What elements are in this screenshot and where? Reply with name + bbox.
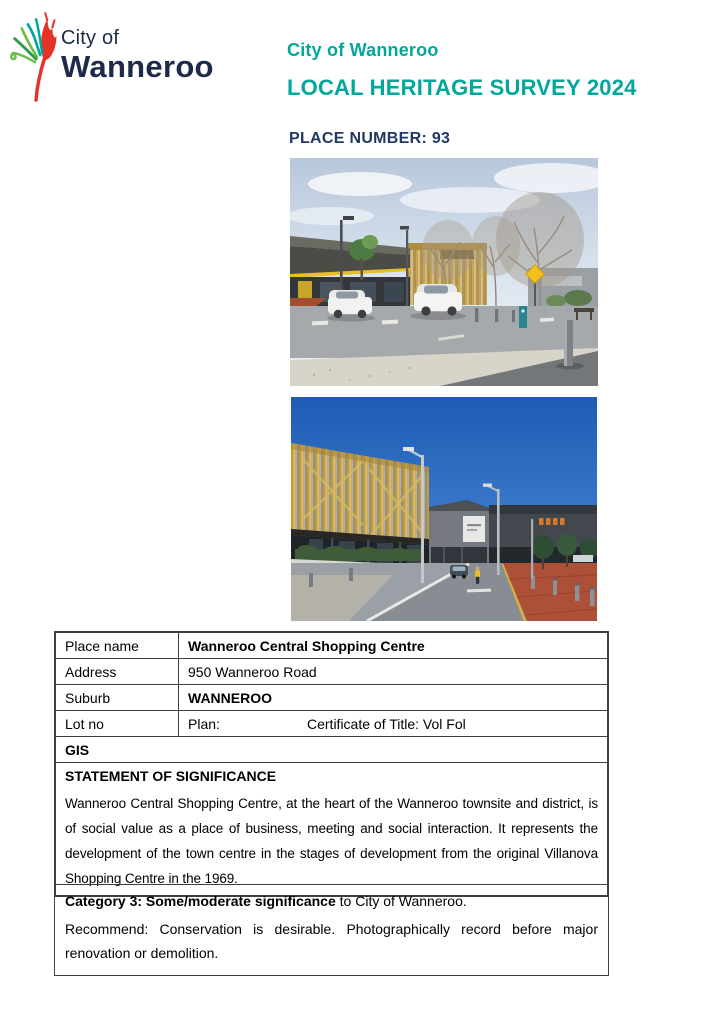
- kangaroo-paw-logo-icon: [10, 8, 58, 102]
- table-row-suburb: [55, 685, 608, 711]
- page-title: LOCAL HERITAGE SURVEY 2024: [287, 75, 637, 100]
- suburb-value: WANNEROO: [179, 685, 609, 711]
- statement-cell: [55, 763, 608, 896]
- document-header: [287, 40, 637, 101]
- lot-no-label: Lot no: [55, 711, 179, 737]
- city-of-wanneroo-logo: [10, 8, 214, 102]
- category-box: [54, 884, 609, 976]
- table-row-statement: [55, 763, 608, 896]
- suburb-label: Suburb: [55, 685, 179, 711]
- certificate-of-title-label: Certificate of Title: Vol Fol: [307, 715, 466, 732]
- logo-city-of: City of: [61, 27, 120, 49]
- plan-label: Plan:: [188, 715, 220, 732]
- logo-wordmark: [61, 8, 214, 82]
- photo-facade-view-illustration: [291, 397, 597, 621]
- gis-label: GIS: [55, 737, 608, 763]
- table-row-address: [55, 659, 608, 685]
- table-row-lot-no: [55, 711, 608, 737]
- category-title: [65, 893, 598, 909]
- lot-no-value: [179, 711, 609, 737]
- place-name-label: Place name: [55, 632, 179, 659]
- place-number: PLACE NUMBER: 93: [289, 130, 451, 147]
- address-label: Address: [55, 659, 179, 685]
- photo-facade-view: [291, 397, 597, 621]
- photo-street-view: [290, 158, 598, 386]
- header-subtitle: City of Wanneroo: [287, 40, 439, 60]
- place-name-value: Wanneroo Central Shopping Centre: [179, 632, 609, 659]
- statement-body: Wanneroo Central Shopping Centre, at the heart of the Wanneroo townsite and district, is of social value as a place of business, meeting and social interaction. It represents the development of the town centre in the stages of development from the original Villanova Shopping Centre in the 1969.: [65, 796, 598, 886]
- logo-wanneroo: Wanneroo: [61, 49, 214, 84]
- address-value: 950 Wanneroo Road: [179, 659, 609, 685]
- statement-heading: STATEMENT OF SIGNIFICANCE: [65, 768, 277, 784]
- table-row-gis: [55, 737, 608, 763]
- category-title-bold: Category 3: Some/moderate significance: [65, 893, 336, 909]
- place-details-table: [54, 631, 609, 897]
- category-recommendation: Recommend: Conservation is desirable. Photographically record before major renovation or demolition.: [65, 921, 598, 961]
- table-row-place-name: [55, 632, 608, 659]
- category-title-rest: to City of Wanneroo.: [335, 893, 467, 909]
- photo-street-view-illustration: [290, 158, 598, 386]
